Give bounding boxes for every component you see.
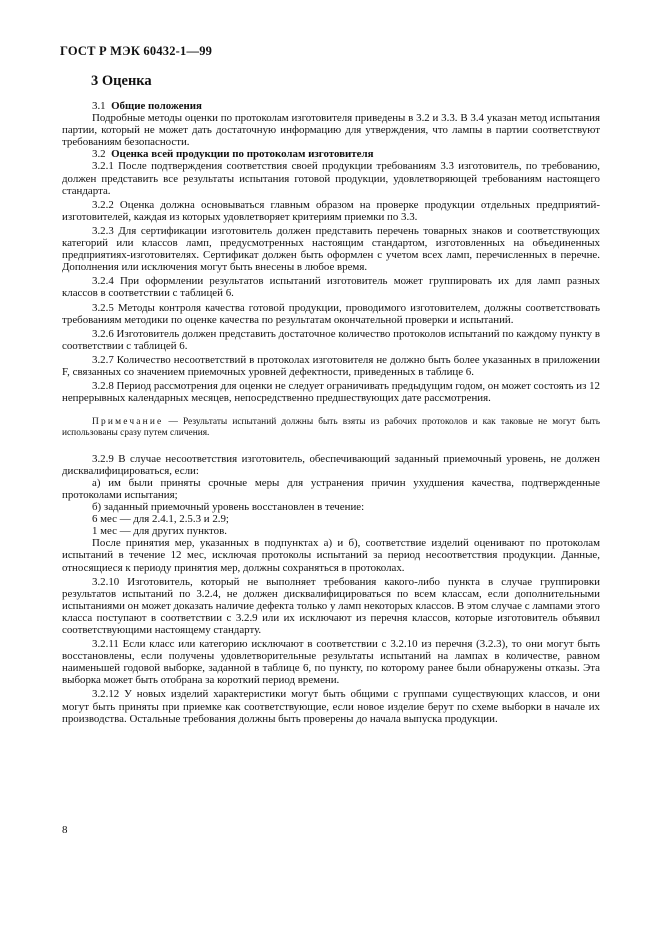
paragraph-3-2-5: 3.2.5 Методы контроля качества готовой продукции, проводимого изготовителем, должны соответствовать требованиям методики по оценке качества по результатам окончательной проверки и испытаний. bbox=[62, 301, 600, 326]
subsection-title: Общие положения bbox=[111, 100, 202, 112]
list-item-1-month: 1 мес — для других пунктов. bbox=[92, 525, 227, 538]
note bbox=[62, 417, 600, 439]
paragraph-3-2-12: 3.2.12 У новых изделий характеристики могут быть общими с группами существующих классов, и они могут быть приняты при приемке как соответствующие, если новое изделие берут по схеме выборки в начале их производства. Остальные требования должны быть проверены до начала выпуска продукции. bbox=[62, 688, 600, 725]
note-text: — Результаты испытаний должны быть взяты из рабочих протоколов и как таковые не могут быть использованы сразу путем сличения. bbox=[62, 417, 600, 439]
paragraph-3-2-1: 3.2.1 После подтверждения соответствия своей продукции требованиям 3.3 изготовитель, по требованию, должен представить все результаты испытания готовой продукции, удовлетворяющей требованиям настоящего стандарта. bbox=[62, 160, 600, 197]
subsection-heading-3-2 bbox=[62, 148, 600, 160]
paragraph-3-1: Подробные методы оценки по протоколам изготовителя приведены в 3.2 и 3.3. В 3.4 указан метод испытания партии, который не может дать достаточную информацию для утверждения, что лампы в партии соответствуют требованиям безопасности. bbox=[62, 112, 600, 149]
page-number: 8 bbox=[62, 824, 68, 836]
subsection-title: Оценка всей продукции по протоколам изготовителя bbox=[111, 148, 374, 161]
section-title: 3 Оценка bbox=[91, 73, 152, 89]
paragraph-3-2-11: 3.2.11 Если класс или категорию исключают в соответствии с 3.2.10 из перечня (3.2.3), то они могут быть восстановлены, если получены удовлетворительные результаты испытаний на лампах в количестве, равном наименьшей годовой выборке, заданной в таблице 6, по пункту, по которому ранее были обнаружены отказы. Эта выборка может быть отобрана за короткий период времени. bbox=[62, 638, 600, 687]
document-header: ГОСТ Р МЭК 60432-1—99 bbox=[60, 44, 213, 58]
paragraph-3-2-2: 3.2.2 Оценка должна основываться главным образом на проверке продукции отдельных предприятий-изготовителей, каждая из которых удовлетворяет критериям приемки по 3.3. bbox=[62, 198, 600, 223]
subsection-heading-3-1 bbox=[62, 100, 600, 112]
paragraph-3-2-3: 3.2.3 Для сертификации изготовитель должен представить перечень товарных знаков и соответствующих категорий или классов ламп, предусмотренных настоящим стандартом, изготовленных на объединенных предприятиях-изготовителях. Сертификат должен быть оформлен с учетом всех ламп, перечисленных в перечне. Дополнения или исключения могут быть внесены в любое время. bbox=[62, 224, 600, 274]
paragraph-3-2-6: 3.2.6 Изготовитель должен представить достаточное количество протоколов испытаний по каждому пункту в соответствии с таблицей 6. bbox=[62, 327, 600, 352]
list-item-b: б) заданный приемочный уровень восстановлен в течение: bbox=[92, 501, 365, 514]
paragraph-3-2-9: 3.2.9 В случае несоответствия изготовитель, обеспечивающий заданный приемочный уровень, не должен дисквалифицироваться, если: bbox=[62, 452, 600, 477]
list-item-6-months: 6 мес — для 2.4.1, 2.5.3 и 2.9; bbox=[92, 513, 229, 526]
paragraph-3-2-8: 3.2.8 Период рассмотрения для оценки не следует ограничивать предыдущим годом, он может состоять из 12 непрерывных календарных месяцев, непосредственно предшествующих дате рассмотрения. bbox=[62, 380, 600, 405]
paragraph-3-2-9-continued: После принятия мер, указанных в подпунктах а) и б), соответствие изделий оценивают по протоколам испытаний в течение 12 мес, исключая протоколы испытаний за период несоответствия продукции. Данные, относящиеся к периоду принятия мер, должны сохраняться в протоколах. bbox=[62, 537, 600, 574]
paragraph-3-2-4: 3.2.4 При оформлении результатов испытаний изготовитель может группировать их для ламп разных классов в соответствии с таблицей 6. bbox=[62, 275, 600, 300]
document-body bbox=[62, 100, 600, 725]
note-label: Примечание bbox=[92, 417, 164, 428]
subsection-number: 3.1 bbox=[92, 100, 106, 112]
subsection-number: 3.2 bbox=[92, 148, 106, 161]
list-item-a: а) им были приняты срочные меры для устранения причин ухудшения качества, подтвержденные протоколами испытания; bbox=[62, 476, 600, 501]
paragraph-3-2-7: 3.2.7 Количество несоответствий в протоколах изготовителя не должно быть более указанных в приложении F, связанных со значением приемочных уровней дефектности, приведенных в таблице 6. bbox=[62, 353, 600, 378]
paragraph-3-2-10: 3.2.10 Изготовитель, который не выполняет требования какого-либо пункта в случае группировки результатов испытаний по 3.2.4, не должен дисквалифицироваться по всем классам, если дополнительными испытаниями он может доказать наличие дефекта только у ламп некоторых классов. В этом случае с лампами этого класса поступают в соответствии с 3.2.9 или их исключают из перечня классов, которые изготовитель объявил соответствующими настоящему стандарту. bbox=[62, 575, 600, 636]
